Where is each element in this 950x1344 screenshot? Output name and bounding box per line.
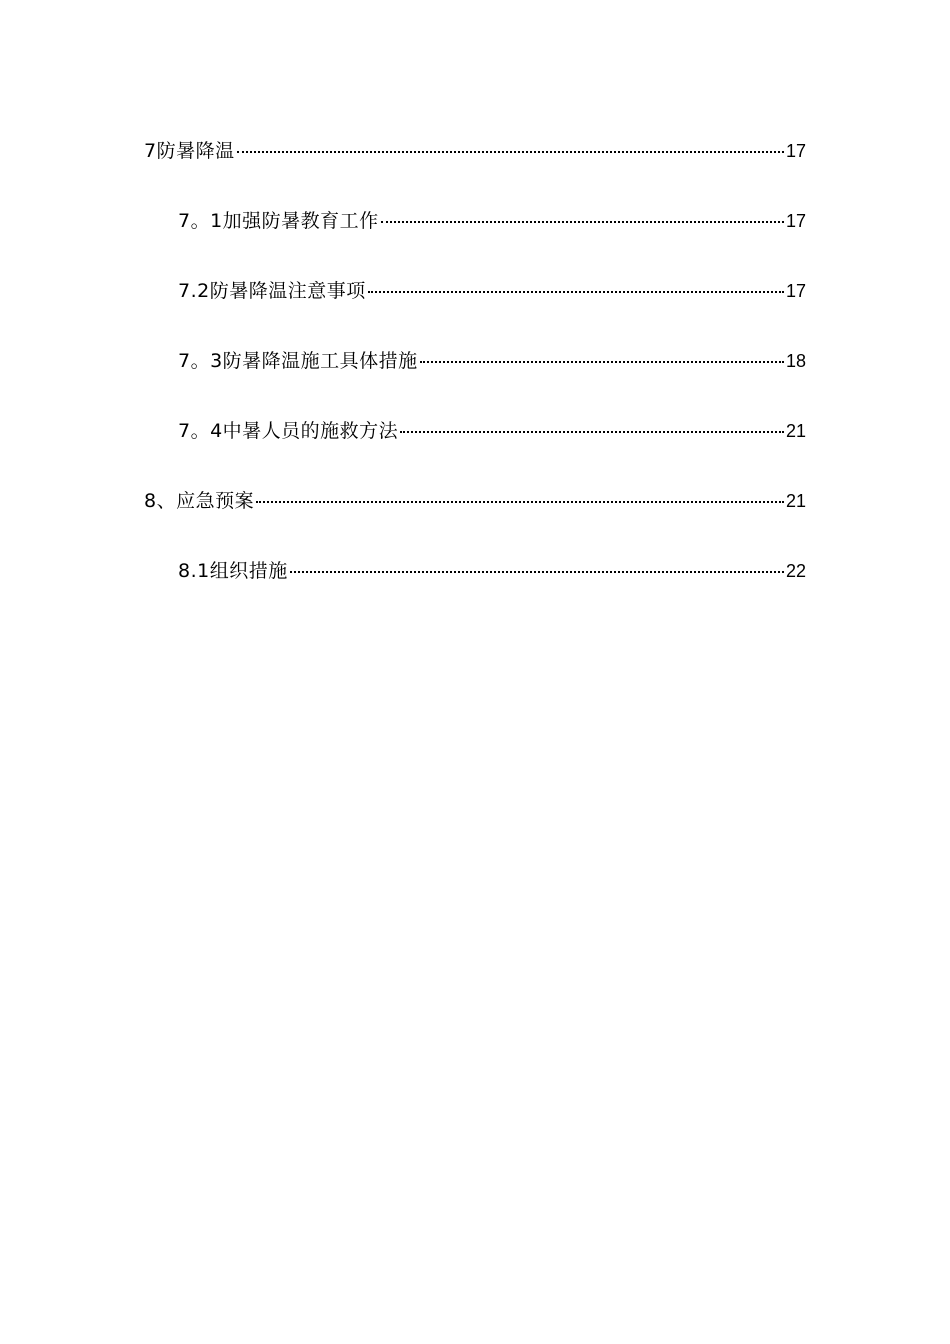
toc-entry-7-4[interactable] — [178, 416, 806, 446]
toc-entry-page-number: 18 — [785, 351, 806, 371]
toc-entry-label: 7。3防暑降温施工具体措施 — [178, 350, 418, 372]
dot-leader — [237, 151, 784, 153]
dot-leader — [368, 291, 784, 293]
dot-leader — [400, 431, 784, 433]
toc-entry-label: 8.1组织措施 — [178, 560, 288, 582]
dot-leader — [420, 361, 784, 363]
toc-entry-8-1[interactable] — [178, 556, 806, 586]
toc-entry-page-number: 21 — [785, 421, 806, 441]
toc-entry-page-number: 17 — [785, 141, 806, 161]
toc-entry-label: 7防暑降温 — [144, 140, 235, 162]
dot-leader — [290, 571, 784, 573]
dot-leader — [256, 501, 784, 503]
toc-entry-page-number: 17 — [785, 211, 806, 231]
toc-entry-page-number: 17 — [785, 281, 806, 301]
toc-entry-7-1[interactable] — [178, 206, 806, 236]
toc-entry-label: 7。4中暑人员的施救方法 — [178, 420, 399, 442]
toc-entry-page-number: 22 — [785, 561, 806, 581]
dot-leader — [381, 221, 784, 223]
toc-entry-7-2[interactable] — [178, 276, 806, 306]
toc-entry-page-number: 21 — [785, 491, 806, 511]
toc-entry-label: 7。1加强防暑教育工作 — [178, 210, 379, 232]
toc-entry-label: 8、应急预案 — [144, 490, 255, 512]
toc-entry-8[interactable] — [144, 486, 806, 516]
toc-entry-7[interactable] — [144, 136, 806, 166]
toc-entry-label: 7.2防暑降温注意事项 — [178, 280, 366, 302]
toc-entry-7-3[interactable] — [178, 346, 806, 376]
